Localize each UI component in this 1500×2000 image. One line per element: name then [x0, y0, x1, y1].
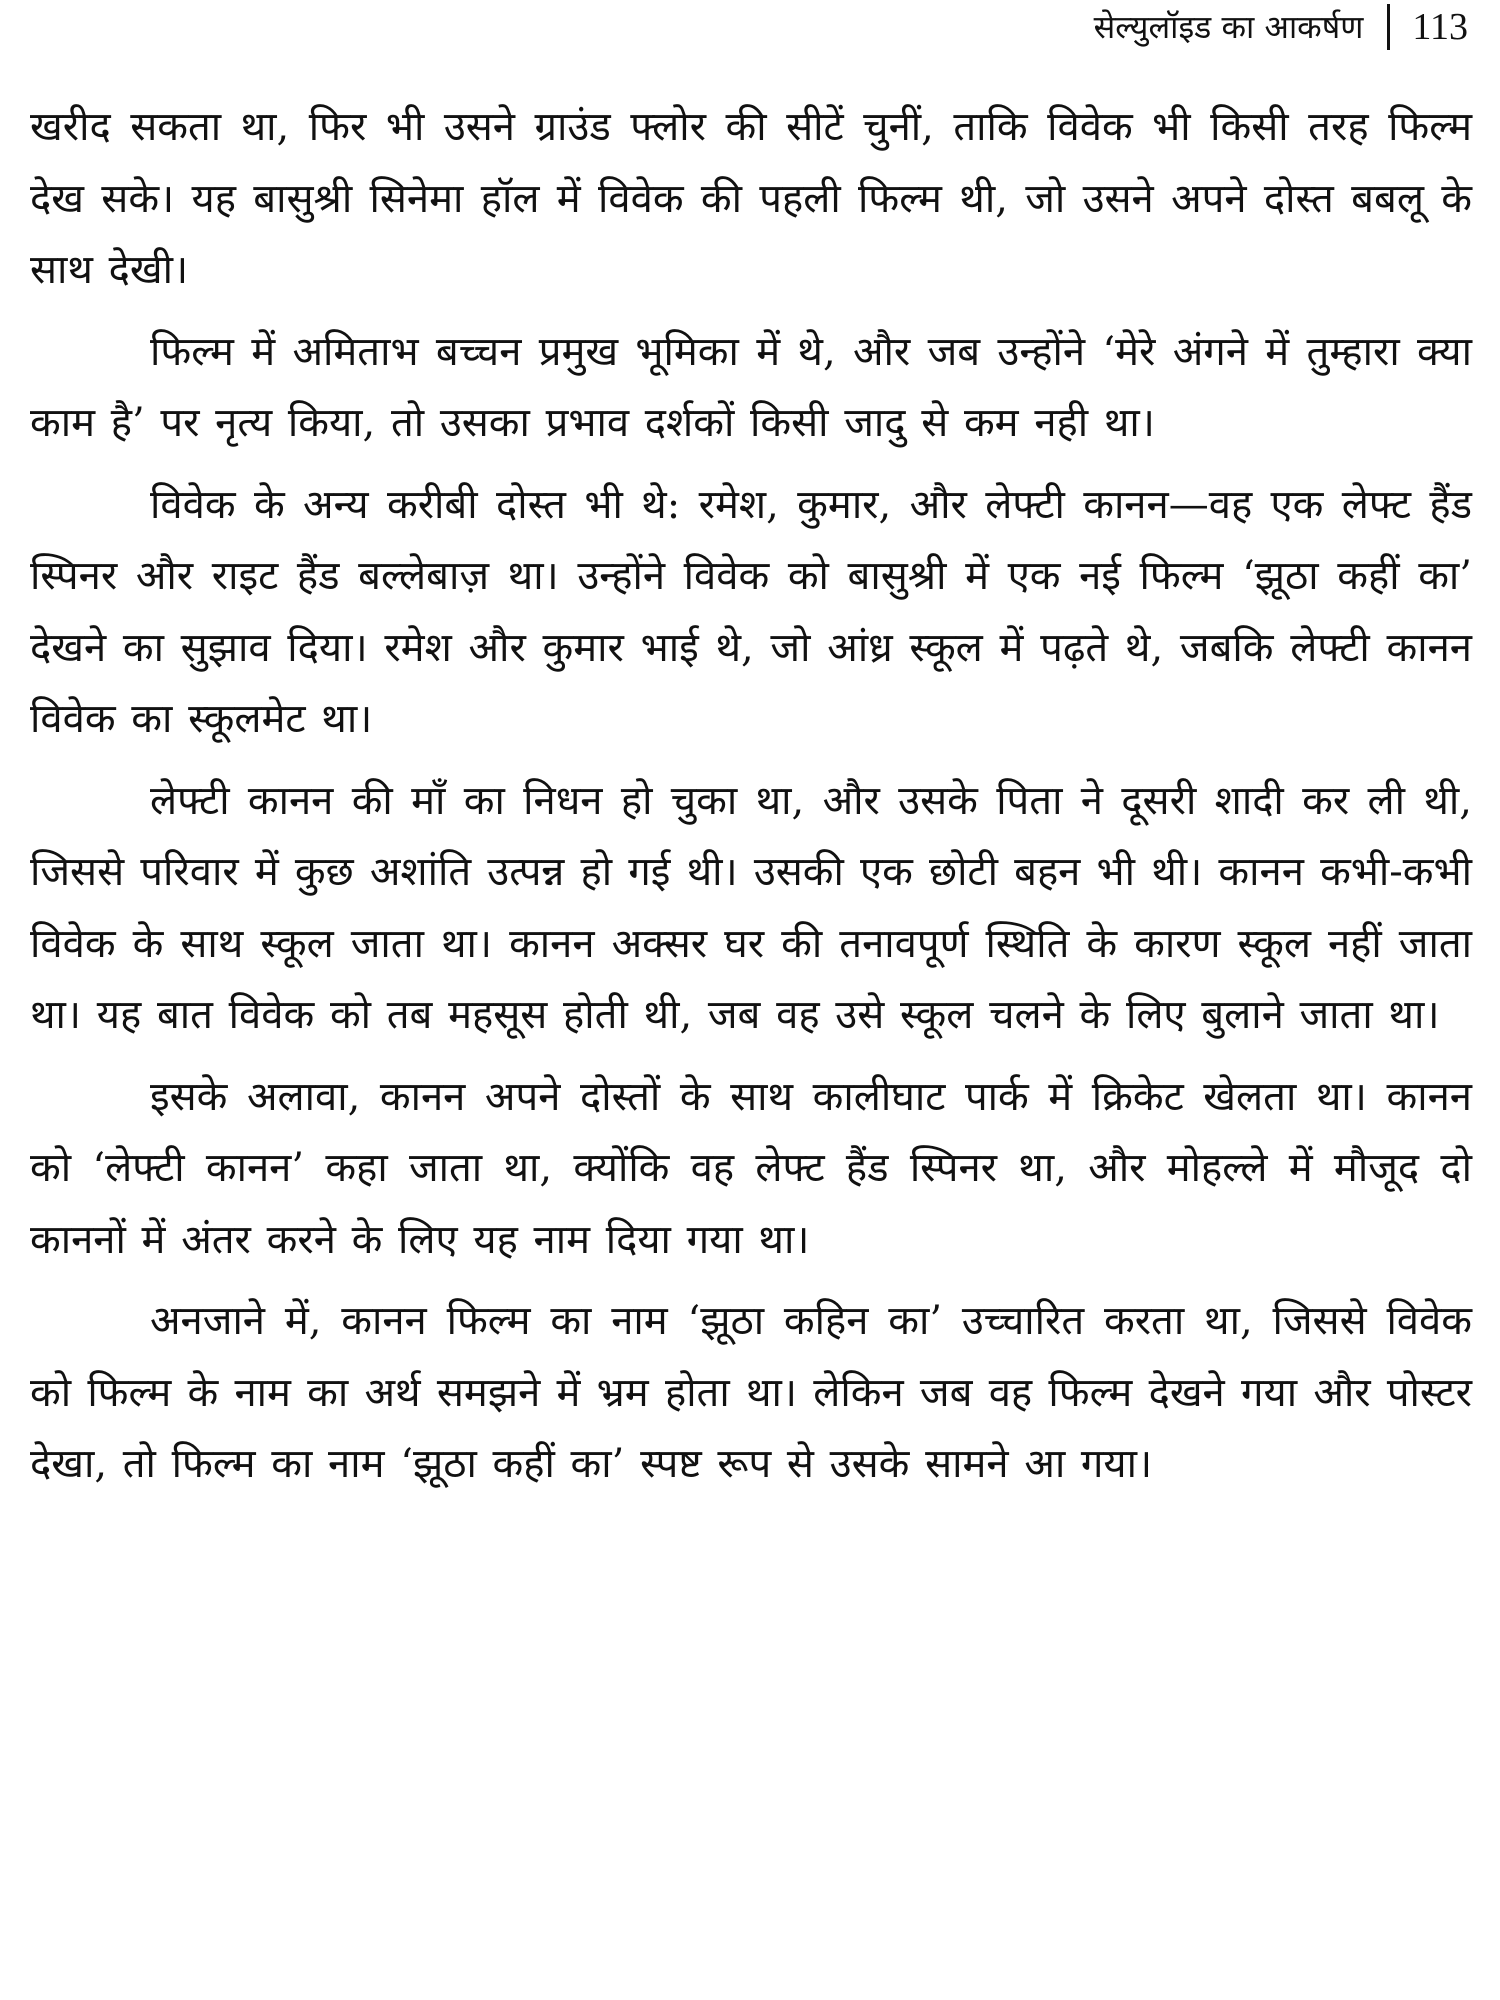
- header-divider: [1387, 4, 1390, 50]
- chapter-title: सेल्युलॉइड का आकर्षण: [1093, 8, 1364, 46]
- body-text: [30, 92, 1472, 1511]
- paragraph-6: अनजाने में, कानन फिल्म का नाम ‘झूठा कहिन का’ उच्चारित करता था, जिससे विवेक को फिल्म के नाम का अर्थ समझने में भ्रम होता था। लेकिन जब वह फिल्म देखने गया और पोस्टर देखा, तो फिल्म का नाम ‘झूठा कहीं का’ स्पष्ट रूप से उसके सामने आ गया।: [30, 1298, 1472, 1487]
- paragraph-5: इसके अलावा, कानन अपने दोस्तों के साथ कालीघाट पार्क में क्रिकेट खेलता था। कानन को ‘लेफ्टी कानन’ कहा जाता था, क्योंकि वह लेफ्ट हैंड स्पिनर था, और मोहल्ले में मौजूद दो काननों में अंतर करने के लिए यह नाम दिया गया था।: [30, 1073, 1472, 1263]
- paragraph-4: लेफ्टी कानन की माँ का निधन हो चुका था, और उसके पिता ने दूसरी शादी कर ली थी, जिससे परिवार में कुछ अशांति उत्पन्न हो गई थी। उसकी एक छोटी बहन भी थी। कानन कभी-कभी विवेक के साथ स्कूल जाता था। कानन अक्सर घर की तनावपूर्ण स्थिति के कारण स्कूल नहीं जाता था। यह बात विवेक को तब महसूस होती थी, जब वह उसे स्कूल चलने के लिए बुलाने जाता था।: [30, 777, 1472, 1038]
- paragraph-2: फिल्म में अमिताभ बच्चन प्रमुख भूमिका में थे, और जब उन्होंने ‘मेरे अंगने में तुम्हारा क्या काम है’ पर नृत्य किया, तो उसका प्रभाव दर्शकों किसी जादु से कम नही था।: [30, 328, 1472, 446]
- paragraph-1-continued: खरीद सकता था, फिर भी उसने ग्राउंड फ्लोर की सीटें चुनीं, ताकि विवेक भी किसी तरह फिल्म देख सके। यह बासुश्री सिनेमा हॉल में विवेक की पहली फिल्म थी, जो उसने अपने दोस्त बबलू के साथ देखी।: [30, 104, 1472, 293]
- running-header: [1094, 4, 1468, 50]
- page-number: 113: [1412, 6, 1468, 48]
- paragraph-3: विवेक के अन्य करीबी दोस्त भी थे: रमेश, कुमार, और लेफ्टी कानन—वह एक लेफ्ट हैंड स्पिनर और राइट हैंड बल्लेबाज़ था। उन्होंने विवेक को बासुश्री में एक नई फिल्म ‘झूठा कहीं का’ देखने का सुझाव दिया। रमेश और कुमार भाई थे, जो आंध्र स्कूल में पढ़ते थे, जबकि लेफ्टी कानन विवेक का स्कूलमेट था।: [30, 481, 1472, 742]
